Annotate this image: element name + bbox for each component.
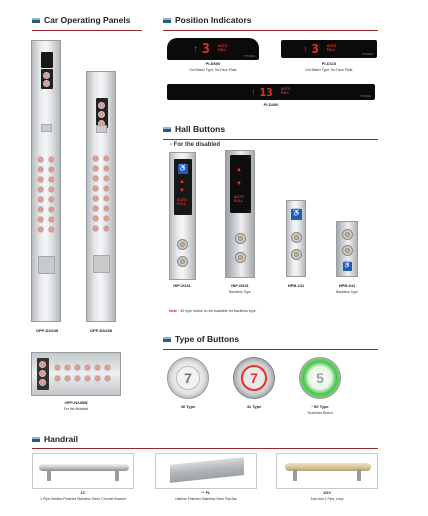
up-call-button xyxy=(291,232,302,243)
heading-bar-icon xyxy=(163,337,171,342)
indicator-2-desc: Dot Matrix Type, No Face Plate xyxy=(305,68,353,72)
up-arrow-icon: ↑ xyxy=(251,87,256,97)
car-panel-d341b xyxy=(31,40,61,322)
car-panel-2-label: OPP-N341B xyxy=(89,328,113,333)
button-type-90 xyxy=(299,357,341,399)
indicator-brand: HYUNDAI xyxy=(244,55,255,58)
handrail-2-desc: Hairline-Finished Stainless Steel Flat Bar xyxy=(175,497,237,501)
hall-panel-1-label: HIP-D341 xyxy=(173,283,191,288)
auto-full-text xyxy=(177,198,187,206)
handrail-1-label: 1C xyxy=(80,490,86,495)
indicator-brand: HYUNDAI xyxy=(360,95,371,98)
service-cabinet xyxy=(38,256,55,274)
type-of-buttons-rule xyxy=(163,349,378,350)
hall-buttons-subtitle: - For the disabled xyxy=(170,142,221,148)
button-number: 7 xyxy=(250,370,258,386)
type-of-buttons-heading xyxy=(163,334,239,344)
position-indicators-heading xyxy=(163,15,252,25)
hall-note xyxy=(169,309,257,313)
heading-bar-icon xyxy=(32,18,40,23)
wheelchair-icon: ♿ xyxy=(178,165,188,172)
handrail-3-label: 1DV xyxy=(323,490,331,495)
car-panels-rule xyxy=(32,30,142,31)
hall-panel-hpb-641 xyxy=(336,221,358,277)
horizontal-panel xyxy=(31,352,121,396)
indicator-pi-d110 xyxy=(281,40,377,58)
button-type-2-label: 41 Type xyxy=(246,404,262,409)
down-call-button xyxy=(342,245,353,256)
indicator-1-desc: Dot Matrix Type, No Face Plate xyxy=(189,68,237,72)
button-face xyxy=(176,366,200,390)
star-mark: * xyxy=(311,404,313,409)
up-arrow-icon: ↑ xyxy=(303,44,308,54)
note-text: 90 type button is not available for backless type. xyxy=(180,309,257,313)
indicator-2-label: PI-D110 xyxy=(321,61,337,66)
up-call-button xyxy=(235,233,246,244)
car-panels-title: Car Operating Panels xyxy=(44,15,131,25)
floor-number: 3 xyxy=(311,42,319,56)
handrail-bracket xyxy=(47,469,51,481)
up-arrow-icon: ↑ xyxy=(193,43,198,55)
button-face xyxy=(241,365,267,391)
button-type-3-desc: Touchless Button xyxy=(307,411,333,415)
button-type-1-label: 40 Type xyxy=(180,404,196,409)
handrail-2-name: FL xyxy=(205,490,211,495)
button-type-3-label xyxy=(299,405,341,410)
hall-panel-3-label: HPB-241 xyxy=(287,283,305,288)
handrail-bracket xyxy=(293,469,297,481)
key-slot xyxy=(96,125,107,133)
hall-panel-4-desc: Backless Type xyxy=(336,290,358,294)
panel-display xyxy=(41,52,53,68)
heading-bar-icon xyxy=(32,437,40,442)
indicator-1-label: PI-D600 xyxy=(205,61,221,66)
up-call-button xyxy=(342,229,353,240)
handrail-title: Handrail xyxy=(44,434,79,444)
handrail-flat-bar xyxy=(170,457,244,483)
indicator-3-label: PI-D400 xyxy=(263,102,279,107)
up-call-button xyxy=(177,239,188,250)
indicator-pi-d400 xyxy=(167,84,375,100)
car-panel-1-label: OPP-D341B xyxy=(35,328,59,333)
auto-full-text: AUTO FULL xyxy=(280,87,291,95)
down-call-button xyxy=(177,256,188,267)
indicator-pi-d600 xyxy=(167,38,259,60)
hall-panel-hpb-241 xyxy=(286,200,306,277)
up-arrow-icon: ▲ xyxy=(236,167,242,173)
full-text: FULL xyxy=(234,199,243,204)
heading-bar-icon xyxy=(163,127,171,132)
auto-full-text: AUTO FULL xyxy=(217,44,228,52)
button-type-40 xyxy=(167,357,209,399)
down-call-button xyxy=(291,249,302,260)
double-star-mark: ** xyxy=(201,490,205,495)
handrail-2-label xyxy=(155,491,257,496)
indicator-brand: HYUNDAI xyxy=(362,53,373,56)
note-label: Note : xyxy=(169,309,180,313)
down-call-button xyxy=(235,252,246,263)
down-arrow-icon: ▼ xyxy=(179,188,185,194)
button-number: 5 xyxy=(316,370,324,386)
handrail-1c-frame xyxy=(32,453,134,489)
horizontal-panel-desc: For the disabled xyxy=(63,407,89,411)
hall-buttons-title: Hall Buttons xyxy=(175,124,226,134)
handrail-bracket xyxy=(357,469,361,481)
hall-panel-2-label: HIP-D641 xyxy=(231,283,249,288)
handrail-fl-frame xyxy=(155,453,257,489)
position-indicators-title: Position Indicators xyxy=(175,15,252,25)
wheelchair-icon: ♿ xyxy=(291,209,302,220)
hall-panel-2-desc: Backless Type xyxy=(229,290,251,294)
horizontal-panel-label: OPP-N248W xyxy=(64,400,88,405)
handrail-rule xyxy=(32,448,378,449)
type-of-buttons-title: Type of Buttons xyxy=(175,334,240,344)
auto-text: AUTO xyxy=(234,195,244,199)
handrail-1-desc: 1 Pipe Hairline-Finished Stainless Steel, Chrome Bracket xyxy=(40,497,126,501)
car-panels-heading xyxy=(32,15,130,25)
hall-buttons-heading xyxy=(163,124,225,134)
hall-panel-hip-d641 xyxy=(225,150,255,278)
service-cabinet xyxy=(93,255,110,273)
position-indicators-rule xyxy=(163,30,378,31)
car-panel-n341b xyxy=(86,71,116,322)
auto-text: AUTO xyxy=(177,198,187,202)
close-button xyxy=(43,80,50,87)
handrail-3-desc: Anti-viral 1 Pipe, Ivory xyxy=(310,497,344,501)
auto-full-text xyxy=(234,195,244,203)
button-number: 7 xyxy=(184,370,192,386)
hall-display xyxy=(230,155,251,213)
hall-panel-hip-d341 xyxy=(169,152,196,280)
down-arrow-icon: ▼ xyxy=(236,181,242,187)
handrail-1dv-frame xyxy=(276,453,378,489)
key-slot xyxy=(41,124,52,132)
handrail-heading xyxy=(32,434,78,444)
up-arrow-icon: ▲ xyxy=(179,179,185,185)
auto-full-text: AUTO FULL xyxy=(326,44,337,52)
heading-bar-icon xyxy=(163,18,171,23)
button-type-3-name: 90 Type xyxy=(314,404,329,409)
hall-buttons-rule xyxy=(163,139,378,140)
floor-number: 3 xyxy=(202,41,210,57)
button-type-41 xyxy=(233,357,275,399)
handrail-bracket xyxy=(115,469,119,481)
open-button xyxy=(43,72,50,79)
hall-display xyxy=(174,159,192,215)
wheelchair-icon: ♿ xyxy=(343,263,352,269)
floor-number: 13 xyxy=(259,85,273,99)
hall-panel-4-label: HPB-641 xyxy=(338,283,356,288)
full-text: FULL xyxy=(177,202,186,207)
